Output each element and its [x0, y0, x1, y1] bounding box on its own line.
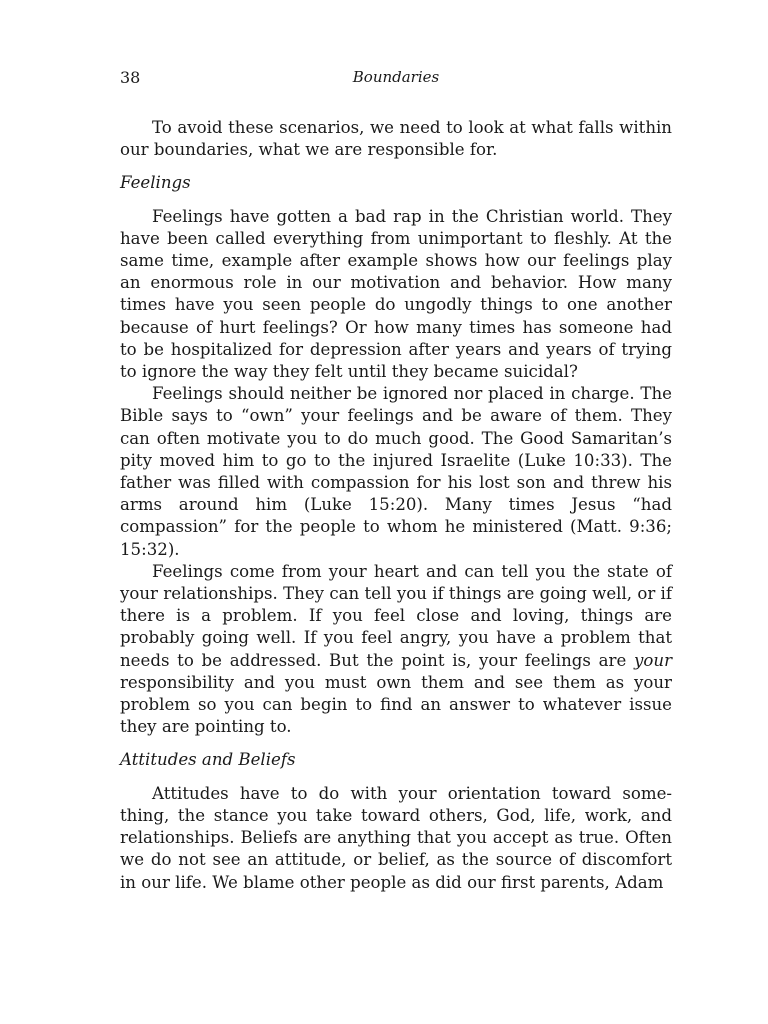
body-text — [120, 117, 672, 894]
section-heading-attitudes-and-beliefs: Attitudes and Beliefs — [120, 750, 296, 770]
paragraph: Feelings should neither be ignored nor placed in charge. The Bible says to “own” your feelings and be aware of them. They can often motivate you to do much good. The Good Samaritan’s pity moved him to go to the injured Israelite (Luke 10:33). The father was filled with compassion for his lost son and threw his arms around him (Luke 15:20). Many times Jesus “had compassion” for the people to whom he ministered (Matt. 9:36; 15:32). — [120, 384, 672, 559]
paragraph-text: responsibility and you must own them and see them as your problem so you can begin to find an answer to whatever issue they are pointing to. — [120, 672, 672, 737]
page-number: 38 — [120, 68, 141, 87]
paragraph: Feelings have gotten a bad rap in the Christian world. They have been called everything from unimportant to fleshly. At the same time, example after example shows how our feelings play an enormous role in our motivation and behavior. How many times have you seen people do ungodly things to one another because of hurt feelings? Or how many times has someone had to be hospitalized for depression after years and years of trying to ignore the way they felt until they became suicidal? — [120, 206, 672, 382]
paragraph — [120, 561, 672, 739]
intro-paragraph: To avoid these scenarios, we need to look at what falls within our boundaries, what we are responsible for. — [120, 118, 672, 160]
running-head — [120, 68, 672, 90]
paragraph: Attitudes have to do with your orientation toward some-thing, the stance you take toward others, God, life, work, and relationships. Beliefs are anything that you accept as true. Often we do not see an attitude, or belief, as the source of discomfort in our life. We blame other people as did our first parents, Adam — [120, 783, 672, 892]
running-title: Boundaries — [352, 68, 440, 86]
section-heading-feelings: Feelings — [120, 173, 191, 193]
emphasis-text: your — [634, 650, 672, 670]
paragraph-text: Feelings come from your heart and can tell you the state of your relationships. They can tell you if things are going well, or if there is a problem. If you feel close and loving, things are probably going well. If you feel angry, you have a problem that needs to be addressed. But the point is, your feelings are — [120, 561, 672, 670]
